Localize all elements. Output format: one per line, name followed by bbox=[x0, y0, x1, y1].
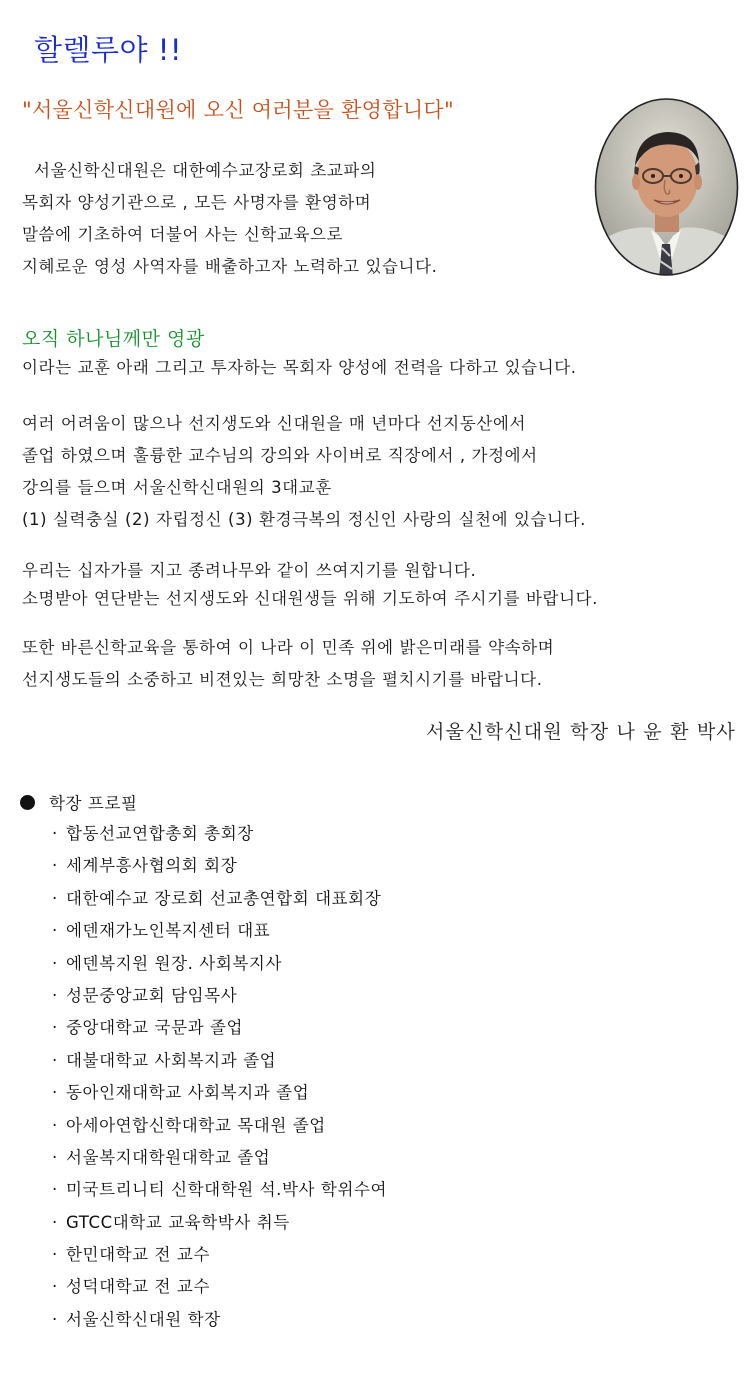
list-item-label: 대불대학교 사회복지과 졸업 bbox=[66, 1050, 277, 1070]
president-photo bbox=[593, 96, 740, 278]
list-item bbox=[52, 1045, 387, 1077]
bullet-icon bbox=[20, 795, 35, 810]
page-title: 할렐루야 !! bbox=[34, 33, 183, 67]
paragraph-line: 선지생도들의 소중하고 비젼있는 희망찬 소명을 펼치시기를 바랍니다. bbox=[22, 670, 543, 689]
list-item-label: 성덕대학교 전 교수 bbox=[66, 1277, 211, 1297]
dot-icon: · bbox=[52, 1277, 58, 1297]
list-item bbox=[52, 818, 387, 850]
profile-heading-label: 학장 프로필 bbox=[49, 794, 138, 813]
list-item bbox=[52, 1304, 387, 1336]
dot-icon: · bbox=[52, 1212, 58, 1232]
list-item bbox=[52, 850, 387, 882]
paragraph-line: 소명받아 연단받는 선지생도와 신대원생들 위해 기도하여 주시기를 바랍니다. bbox=[22, 589, 599, 608]
list-item bbox=[52, 883, 387, 915]
list-item-label: 동아인재대학교 사회복지과 졸업 bbox=[66, 1083, 310, 1103]
dot-icon: · bbox=[52, 1050, 58, 1070]
list-item bbox=[52, 980, 387, 1012]
dot-icon: · bbox=[52, 1180, 58, 1200]
dot-icon: · bbox=[52, 1309, 58, 1329]
list-item bbox=[52, 1012, 387, 1044]
list-item bbox=[52, 948, 387, 980]
dot-icon: · bbox=[52, 824, 58, 843]
list-item-label: 대한예수교 장로회 선교총연합회 대표회장 bbox=[66, 888, 382, 908]
list-item bbox=[52, 1174, 387, 1206]
dot-icon: · bbox=[52, 1245, 58, 1265]
list-item bbox=[52, 1239, 387, 1271]
paragraph-line: (1) 실력충실 (2) 자립정신 (3) 환경극복의 정신인 사랑의 실천에 있습니다. bbox=[22, 510, 586, 529]
list-item bbox=[52, 1110, 387, 1142]
welcome-heading: "서울신학신대원에 오신 여러분을 환영합니다" bbox=[22, 98, 454, 122]
paragraph-line: 우리는 십자가를 지고 종려나무와 같이 쓰여지기를 원합니다. bbox=[22, 561, 477, 580]
paragraph-four bbox=[22, 557, 598, 613]
paragraph-line: 또한 바른신학교육을 통하여 이 나라 이 민족 위에 밝은미래를 약속하며 bbox=[22, 638, 555, 657]
intro-paragraph bbox=[22, 155, 437, 283]
dot-icon: · bbox=[52, 1115, 58, 1135]
intro-line: 목회자 양성기관으로 , 모든 사명자를 환영하며 bbox=[22, 193, 372, 212]
list-item bbox=[52, 1207, 387, 1239]
signature: 서울신학신대원 학장 나 윤 환 박사 bbox=[426, 721, 736, 743]
list-item bbox=[52, 1142, 387, 1174]
list-item-label: 합동선교연합총회 총회장 bbox=[66, 824, 254, 843]
paragraph-line: 여러 어려움이 많으나 선지생도와 신대원을 매 년마다 선지동산에서 bbox=[22, 414, 527, 433]
paragraph-line: 졸업 하였으며 훌륭한 교수님의 강의와 사이버로 직장에서 , 가정에서 bbox=[22, 446, 538, 465]
intro-line: 말씀에 기초하여 더불어 사는 신학교육으로 bbox=[22, 225, 344, 244]
paragraph-five bbox=[22, 632, 554, 696]
list-item-label: 서울복지대학원대학교 졸업 bbox=[66, 1147, 271, 1167]
list-item-label: 에덴재가노인복지센터 대표 bbox=[66, 921, 271, 941]
list-item-label: 중앙대학교 국문과 졸업 bbox=[66, 1018, 244, 1038]
intro-line: 서울신학신대원은 대한예수교장로회 초교파의 bbox=[34, 161, 377, 180]
list-item bbox=[52, 915, 387, 947]
paragraph-three bbox=[22, 408, 586, 536]
profile-heading bbox=[20, 790, 138, 814]
paragraph-line: 강의를 들으며 서울신학신대원의 3대교훈 bbox=[22, 478, 332, 497]
list-item-label: 한민대학교 전 교수 bbox=[66, 1245, 211, 1265]
motto-heading: 오직 하나님께만 영광 bbox=[22, 328, 205, 350]
dot-icon: · bbox=[52, 1147, 58, 1167]
list-item-label: 아세아연합신학대학교 목대원 졸업 bbox=[66, 1115, 326, 1135]
dot-icon: · bbox=[52, 953, 58, 973]
dot-icon: · bbox=[52, 921, 58, 941]
profile-list bbox=[52, 818, 387, 1336]
list-item-label: 서울신학신대원 학장 bbox=[66, 1309, 221, 1329]
list-item bbox=[52, 1271, 387, 1303]
list-item bbox=[52, 1077, 387, 1109]
dot-icon: · bbox=[52, 856, 58, 876]
list-item-label: 미국트리니티 신학대학원 석.박사 학위수여 bbox=[66, 1180, 388, 1200]
intro-line: 지혜로운 영성 사역자를 배출하고자 노력하고 있습니다. bbox=[22, 257, 438, 276]
dot-icon: · bbox=[52, 1018, 58, 1038]
motto-paragraph: 이라는 교훈 아래 그리고 투자하는 목회자 양성에 전력을 다하고 있습니다. bbox=[22, 358, 577, 377]
list-item-label: 성문중앙교회 담임목사 bbox=[66, 985, 238, 1005]
dot-icon: · bbox=[52, 888, 58, 908]
list-item-label: 세계부흥사협의회 회장 bbox=[66, 856, 238, 876]
list-item-label: GTCC대학교 교육학박사 취득 bbox=[66, 1212, 290, 1232]
dot-icon: · bbox=[52, 1083, 58, 1103]
dot-icon: · bbox=[52, 985, 58, 1005]
list-item-label: 에덴복지원 원장. 사회복지사 bbox=[66, 953, 283, 973]
